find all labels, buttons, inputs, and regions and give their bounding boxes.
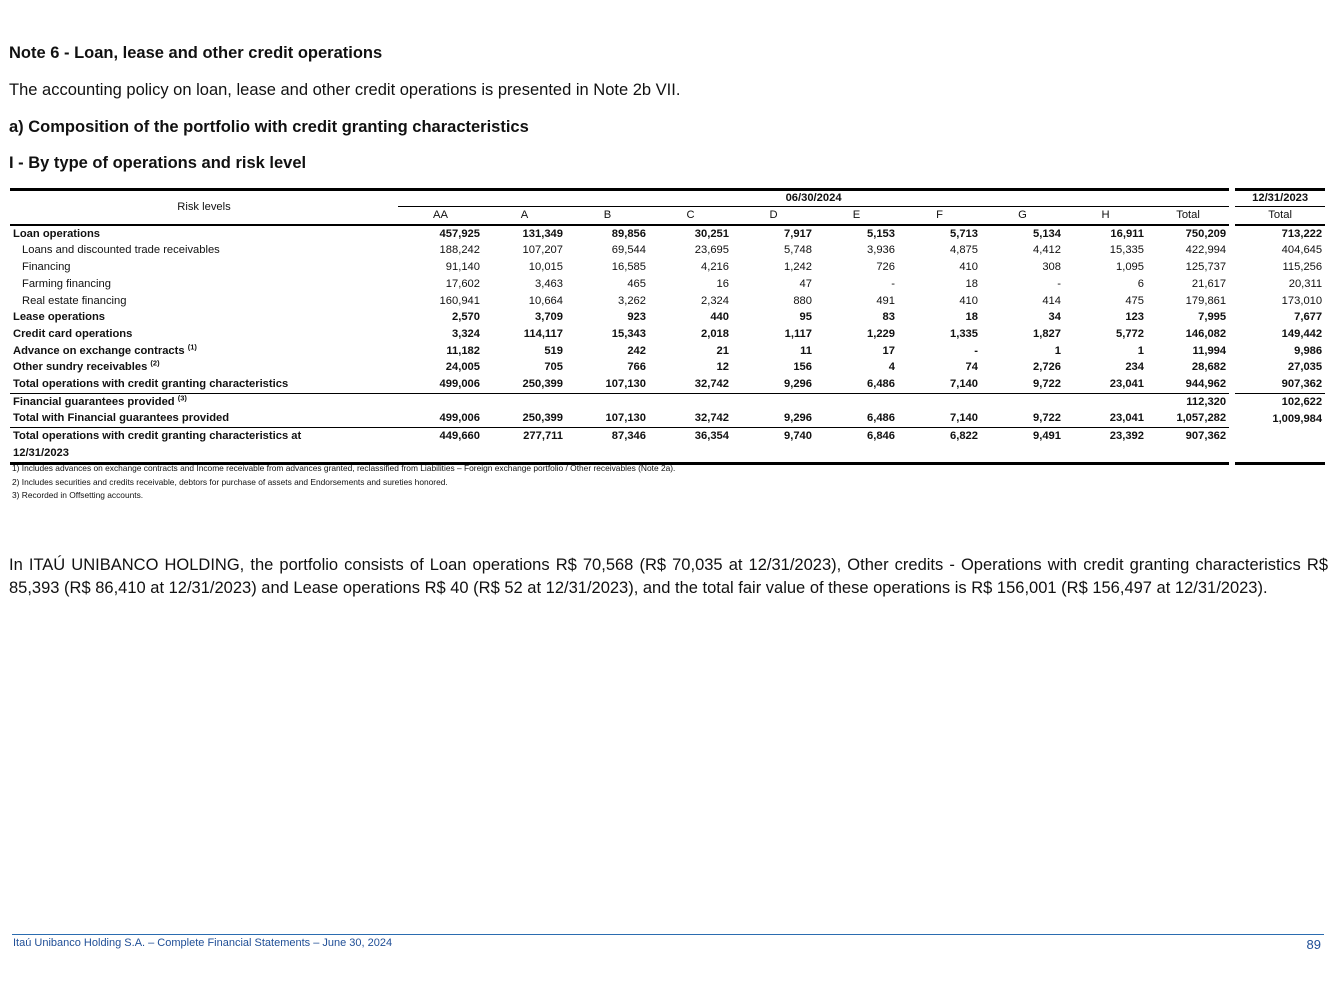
section-i-heading: I - By type of operations and risk level <box>9 154 307 172</box>
cell-a: 131,349 <box>522 227 563 240</box>
cell-prior-total: 907,362 <box>1281 378 1323 391</box>
footer-rule <box>12 934 1324 935</box>
cell-prior-total <box>1235 428 1325 463</box>
cell-g: 34 <box>1048 311 1061 324</box>
table-row <box>10 242 1325 259</box>
cell-total: 21,617 <box>1191 277 1227 290</box>
cell-prior-total: 713,222 <box>1281 227 1323 240</box>
cell-c: 30,251 <box>694 227 729 240</box>
cell-f: 18 <box>965 277 978 290</box>
cell-b: 69,544 <box>611 244 646 257</box>
table-row <box>10 393 1325 410</box>
cell-aa: 160,941 <box>439 294 480 307</box>
footnote-marker: (1) <box>187 341 197 351</box>
row-label-text: Lease operations <box>13 311 106 324</box>
footnote: 1) Includes advances on exchange contracts and Income receivable from advances granted, reclassified from Liabilities – Foreign exchange portfolio / Other receivables (Note 2a). <box>12 463 676 473</box>
row-label <box>10 309 398 326</box>
cell-total: 11,994 <box>1192 344 1227 357</box>
cell-g: 414 <box>1042 294 1061 307</box>
cell-f: 5,713 <box>950 227 978 240</box>
cell-h: 23,041 <box>1109 378 1144 391</box>
cell-g: 9,722 <box>1033 412 1061 425</box>
column-header-b: B <box>566 207 649 225</box>
cell-total: 7,995 <box>1198 311 1227 324</box>
cell-h: 123 <box>1125 311 1144 324</box>
cell-h: 16,911 <box>1110 227 1144 240</box>
cell-b: 465 <box>627 277 646 290</box>
cell-e: 6,486 <box>867 412 895 425</box>
risk-levels-header: Risk levels <box>10 190 398 225</box>
cell-total: 1,057,282 <box>1176 412 1227 425</box>
cell-aa: 188,242 <box>439 244 480 257</box>
cell-c: 4,216 <box>701 261 729 274</box>
cell-f: 7,140 <box>950 412 978 425</box>
column-header-g: G <box>981 207 1064 225</box>
cell-g: 9,722 <box>1033 378 1061 391</box>
cell-prior-total: 404,645 <box>1281 244 1323 257</box>
table-row <box>10 225 1325 243</box>
row-label-text: Total with Financial guarantees provided <box>13 412 230 425</box>
cell-aa: 457,925 <box>439 227 480 240</box>
row-label <box>10 242 398 259</box>
cell-a: 277,711 <box>483 428 566 463</box>
cell-a <box>483 393 566 410</box>
cell-f: 6,822 <box>898 428 981 463</box>
cell-c: 32,742 <box>694 412 729 425</box>
footnote-marker: (2) <box>150 358 160 368</box>
summary-paragraph: In ITAÚ UNIBANCO HOLDING, the portfolio consists of Loan operations R$ 70,568 (R$ 70,035 at 12/31/2023), Other credits - Operations with credit granting characteristics R$ 85,393 (R$ 86,410 at 12/31/2023) and Lease operations R$ 40 (R$ 52 at 12/31/2023), and the total fair value of these operations is R$ 156,001 (R$ 156,497 at 12/31/2023). <box>9 556 1328 597</box>
cell-g: 9,491 <box>981 428 1064 463</box>
cell-e: 6,486 <box>867 378 895 391</box>
cell-d: 1,242 <box>784 261 812 274</box>
row-label-text: Total operations with credit granting characteristics at <box>13 430 302 443</box>
row-label <box>10 343 398 360</box>
cell-c: 36,354 <box>649 428 732 463</box>
cell-e: 1,229 <box>867 327 895 340</box>
cell-c <box>649 393 732 410</box>
cell-total: 907,362 <box>1147 428 1229 463</box>
row-label <box>10 276 398 293</box>
cell-c: 16 <box>716 277 729 290</box>
cell-h: 23,041 <box>1109 412 1144 425</box>
cell-total: 179,861 <box>1185 294 1227 307</box>
cell-f: 410 <box>959 294 978 307</box>
page-number: 89 <box>1306 937 1321 952</box>
cell-prior-total: 102,622 <box>1235 393 1325 410</box>
cell-a: 3,709 <box>535 311 563 324</box>
column-header-total: Total <box>1147 207 1229 225</box>
cell-g: 4,412 <box>1033 244 1061 257</box>
column-header-e: E <box>815 207 898 225</box>
cell-e: 3,936 <box>867 244 895 257</box>
cell-e: 726 <box>876 261 895 274</box>
cell-g: - <box>1057 277 1061 290</box>
cell-d: 11 <box>800 344 812 357</box>
cell-d: 880 <box>793 294 812 307</box>
cell-d: 156 <box>793 361 812 374</box>
cell-e: 5,153 <box>867 227 895 240</box>
cell-b: 3,262 <box>618 294 646 307</box>
row-label <box>10 359 398 376</box>
footer-title: Itaú Unibanco Holding S.A. – Complete Financial Statements – June 30, 2024 <box>13 937 393 949</box>
cell-total: 944,962 <box>1185 378 1227 391</box>
cell-b: 923 <box>627 311 646 324</box>
row-label <box>10 393 398 410</box>
period-prior-header: 12/31/2023 <box>1235 190 1325 207</box>
cell-h: 5,772 <box>1116 327 1144 340</box>
row-label <box>10 376 398 393</box>
cell-aa: 3,324 <box>452 327 480 340</box>
row-label-text: Other sundry receivables <box>13 361 148 374</box>
cell-b: 15,343 <box>611 327 646 340</box>
cell-b: 242 <box>627 344 646 357</box>
cell-g: 1,827 <box>1033 327 1061 340</box>
row-label-continuation: 12/31/2023 <box>13 446 69 459</box>
cell-total: 750,209 <box>1185 227 1227 240</box>
cell-a: 10,015 <box>528 261 563 274</box>
cell-e: 4 <box>888 361 895 374</box>
cell-prior-total: 149,442 <box>1281 327 1323 340</box>
cell-a: 107,207 <box>522 244 563 257</box>
cell-f: 1,335 <box>950 327 978 340</box>
cell-aa: 449,660 <box>398 428 483 463</box>
cell-h: 234 <box>1125 361 1144 374</box>
cell-f: - <box>974 344 978 357</box>
table-row <box>10 293 1325 310</box>
row-label-text: Advance on exchange contracts <box>13 344 185 357</box>
cell-g: 5,134 <box>1033 227 1061 240</box>
policy-text: The accounting policy on loan, lease and other credit operations is presented in Note 2b VII. <box>9 81 681 99</box>
cell-d: 7,917 <box>784 227 812 240</box>
footnote: 3) Recorded in Offsetting accounts. <box>12 490 144 500</box>
footnote-marker: (3) <box>177 393 187 402</box>
row-label <box>10 259 398 276</box>
cell-e: 491 <box>876 294 895 307</box>
cell-prior-total: 173,010 <box>1281 294 1323 307</box>
cell-f: 18 <box>965 311 978 324</box>
cell-prior-total: 20,311 <box>1288 277 1323 290</box>
cell-aa: 2,570 <box>452 311 480 324</box>
table-row <box>10 376 1325 393</box>
cell-c: 2,018 <box>701 327 729 340</box>
cell-f: 4,875 <box>950 244 978 257</box>
cell-aa: 24,005 <box>445 361 480 374</box>
cell-b: 107,130 <box>605 412 646 425</box>
cell-b: 766 <box>627 361 646 374</box>
cell-b: 16,585 <box>611 261 646 274</box>
table-row <box>10 410 1325 427</box>
cell-b <box>566 393 649 410</box>
row-label-text: Financial guarantees provided <box>13 395 175 408</box>
row-label-text: Credit card operations <box>13 327 133 340</box>
cell-aa: 499,006 <box>439 378 480 391</box>
column-header-h: H <box>1064 207 1147 225</box>
cell-h: 23,392 <box>1064 428 1147 463</box>
cell-b: 89,856 <box>611 227 646 240</box>
cell-h: 1 <box>1137 344 1144 357</box>
cell-d <box>732 393 815 410</box>
cell-prior-total: 7,677 <box>1294 311 1323 324</box>
footnotes <box>12 462 675 503</box>
cell-a: 250,399 <box>522 412 563 425</box>
column-header-c: C <box>649 207 732 225</box>
column-header-f: F <box>898 207 981 225</box>
cell-aa <box>398 393 483 410</box>
cell-e: - <box>891 277 895 290</box>
period-current-header: 06/30/2024 <box>398 190 1229 207</box>
cell-f <box>898 393 981 410</box>
cell-g: 1 <box>1054 344 1061 357</box>
table-row <box>10 259 1325 276</box>
cell-c: 12 <box>716 361 729 374</box>
cell-f: 410 <box>959 261 978 274</box>
cell-a: 519 <box>544 344 563 357</box>
table-row <box>10 309 1325 326</box>
cell-c: 2,324 <box>701 294 729 307</box>
cell-f: 74 <box>965 361 978 374</box>
cell-a: 10,664 <box>528 294 563 307</box>
cell-f: 7,140 <box>950 378 978 391</box>
cell-prior-total: 115,256 <box>1282 261 1323 274</box>
row-label-text: Financing <box>22 261 71 274</box>
cell-c: 32,742 <box>694 378 729 391</box>
cell-d: 47 <box>799 277 812 290</box>
cell-g: 308 <box>1042 261 1061 274</box>
cell-aa: 499,006 <box>439 412 480 425</box>
cell-d: 5,748 <box>784 244 812 257</box>
cell-total: 112,320 <box>1147 393 1229 410</box>
cell-h: 6 <box>1137 277 1144 290</box>
note-title: Note 6 - Loan, lease and other credit operations <box>9 44 383 62</box>
column-header-prior-total: Total <box>1235 207 1325 225</box>
cell-e: 6,846 <box>815 428 898 463</box>
cell-h: 1,095 <box>1116 261 1144 274</box>
cell-h: 15,335 <box>1109 244 1144 257</box>
cell-c: 21 <box>716 344 729 357</box>
row-label <box>10 225 398 243</box>
row-label-text: Loan operations <box>13 227 101 240</box>
cell-c: 440 <box>710 311 729 324</box>
column-header-a: A <box>483 207 566 225</box>
cell-prior-total: 1,009,984 <box>1272 412 1323 425</box>
cell-c: 23,695 <box>694 244 729 257</box>
row-label-text: Loans and discounted trade receivables <box>22 244 220 257</box>
cell-a: 114,117 <box>523 327 563 340</box>
cell-d: 9,740 <box>732 428 815 463</box>
row-label <box>10 293 398 310</box>
cell-aa: 11,182 <box>446 344 480 357</box>
cell-h: 475 <box>1125 294 1144 307</box>
table-body <box>10 225 1325 463</box>
row-label <box>10 428 398 463</box>
row-label <box>10 410 398 427</box>
column-header-aa: AA <box>398 207 483 225</box>
column-header-d: D <box>732 207 815 225</box>
row-label-text: Total operations with credit granting characteristics <box>13 378 289 391</box>
cell-d: 9,296 <box>784 412 812 425</box>
section-a-heading: a) Composition of the portfolio with credit granting characteristics <box>9 118 529 136</box>
credit-portfolio-table <box>10 188 1325 465</box>
cell-total: 146,082 <box>1185 327 1227 340</box>
cell-prior-total: 9,986 <box>1294 344 1323 357</box>
cell-a: 250,399 <box>522 378 563 391</box>
row-label <box>10 326 398 343</box>
cell-g <box>981 393 1064 410</box>
cell-total: 422,994 <box>1185 244 1227 257</box>
table-row <box>10 276 1325 293</box>
table-row <box>10 343 1325 360</box>
cell-aa: 91,140 <box>445 261 480 274</box>
cell-prior-total: 27,035 <box>1287 361 1323 374</box>
row-label-text: Real estate financing <box>22 294 127 307</box>
table-row <box>10 428 1325 463</box>
cell-a: 3,463 <box>535 277 563 290</box>
table-row <box>10 326 1325 343</box>
cell-b: 87,346 <box>566 428 649 463</box>
cell-e: 17 <box>882 344 895 357</box>
row-label-text: Farming financing <box>22 277 111 290</box>
table-row <box>10 359 1325 376</box>
cell-a: 705 <box>544 361 563 374</box>
cell-e <box>815 393 898 410</box>
cell-g: 2,726 <box>1033 361 1061 374</box>
cell-b: 107,130 <box>605 378 646 391</box>
cell-h <box>1064 393 1147 410</box>
cell-total: 125,737 <box>1185 261 1227 274</box>
cell-d: 9,296 <box>784 378 812 391</box>
cell-total: 28,682 <box>1191 361 1227 374</box>
cell-aa: 17,602 <box>445 277 480 290</box>
footnote: 2) Includes securities and credits receivable, debtors for purchase of assets and Endorsements and sureties honored. <box>12 476 448 487</box>
cell-e: 83 <box>882 311 895 324</box>
cell-d: 1,117 <box>784 327 812 340</box>
cell-d: 95 <box>799 311 812 324</box>
